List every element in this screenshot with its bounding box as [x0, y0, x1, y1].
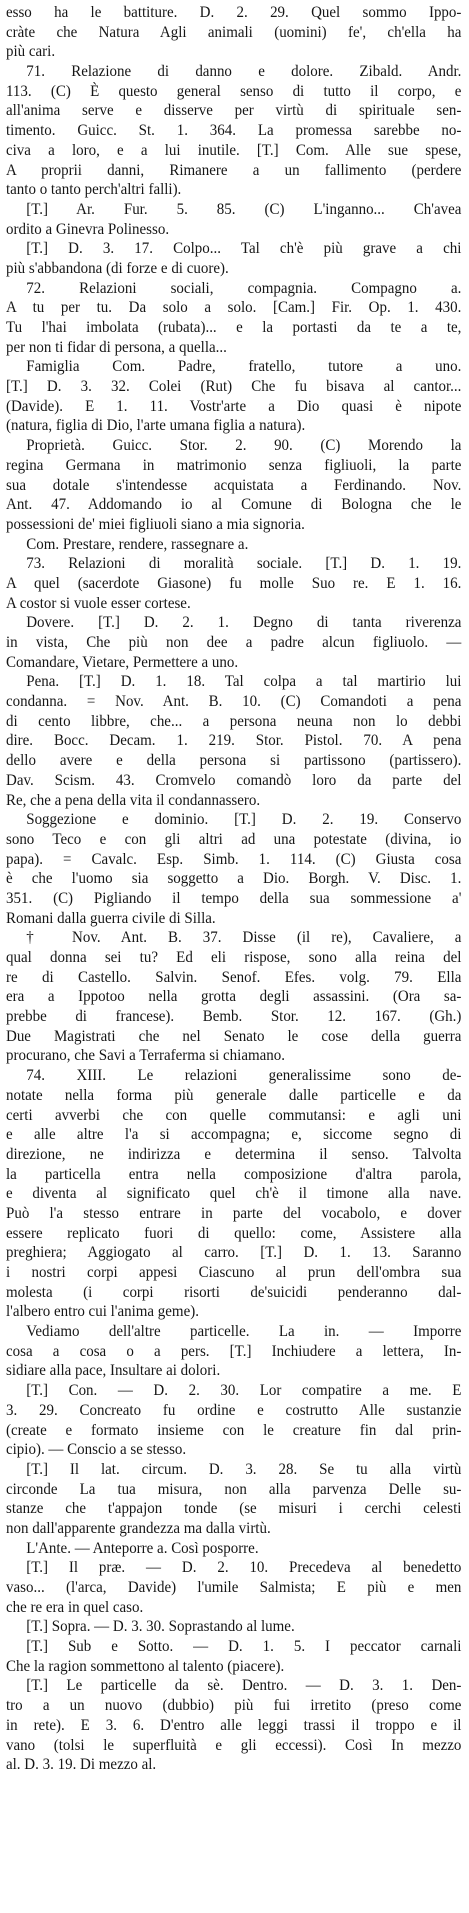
text-line: più s'abbandona (di forze e di cuore).	[6, 257, 229, 277]
text-line: possessioni de' miei figliuoli siano a mia signoria.	[6, 513, 305, 533]
text-line: A proprii danni, Rimanere a un fallimento (perdere	[6, 159, 462, 179]
text-line: sidiare alla pace, Insultare ai dolori.	[6, 1360, 221, 1380]
text-line: Famiglia Com. Padre, fratello, tutore a uno.	[26, 356, 462, 376]
text-line: Soggezione e dominio. [T.] D. 2. 19. Conservo	[26, 809, 462, 829]
text-line: Proprietà. Guicc. Stor. 2. 90. (C) Morendo la	[26, 435, 462, 455]
text-line: re di Castello. Salvin. Senof. Efes. volg. 79. Ella	[6, 966, 462, 986]
text-line: A quel (sacerdote Giasone) fu molle Suo re. E 1. 16.	[6, 572, 462, 592]
text-line: Dav. Scism. 43. Cromvelo comandò loro da parte del	[6, 769, 462, 789]
text-line: vano (tolsi le superfluità e gli eccessi). Così In mezzo	[6, 1734, 462, 1754]
text-line: ordito a Ginevra Polinesso.	[6, 218, 170, 238]
text-line: [T.] Sub e Sotto. — D. 1. 5. I peccator carnali	[26, 1636, 462, 1656]
text-line: preghiera; Aggiogato al carro. [T.] D. 1. 13. Saranno	[6, 1242, 462, 1262]
text-line: qual donna sei tu? Ed eli rispose, sono alla reina del	[6, 947, 462, 966]
text-line: l'albero entro cui l'anima geme).	[6, 1301, 199, 1321]
text-line: in rete). E 3. 6. D'entro alle leggi trassi il troppo e il	[6, 1714, 462, 1734]
text-line: Due Magistrati che nel Senato le cose della guerra	[6, 1025, 462, 1045]
text-line: procurano, che Savi a Terraferma si chiamano.	[6, 1045, 285, 1065]
text-line: è che l'uomo sia soggetto a Dio. Borgh. V. Disc. 1.	[6, 868, 462, 888]
text-line: 73. Relazioni di moralità sociale. [T.] D. 1. 19.	[26, 553, 462, 573]
text-line: condanna. = Nov. Ant. B. 10. (C) Comandoti a pena	[6, 691, 462, 711]
text-line: dello avere e della persona si partissono (partissero).	[6, 750, 462, 770]
text-line: più cari.	[6, 41, 56, 61]
text-line: regina Germana in matrimonio senza figliuoli, la parte	[6, 454, 462, 474]
text-line: in vista, Che più non dee a padre alcun figliuolo. —	[6, 632, 462, 651]
text-line: A tu per tu. Da solo a solo. [Cam.] Fir. Op. 1. 430.	[6, 297, 462, 317]
text-line: Pena. [T.] D. 1. 18. Tal colpa a tal martirio lui	[26, 671, 462, 691]
text-line: Può l'a stesso entrare in parte del vocabolo, e dover	[6, 1202, 462, 1222]
text-line: [T.] Sopra. — D. 3. 30. Soprastando al lume.	[26, 1616, 295, 1636]
text-line: tro a un nuovo (dubbio) più fui irretito (preso come	[6, 1695, 462, 1715]
text-line: la particella entra nella composizione d'altra parola,	[6, 1163, 462, 1183]
text-line: e diventa al significato quel ch'è il timone alla nave.	[6, 1183, 462, 1203]
text-line: Com. Prestare, rendere, rassegnare a.	[26, 533, 249, 553]
text-line: non dall'apparente grandezza ma dalla virtù.	[6, 1517, 271, 1537]
text-line: tanto o tanto perch'altri falli).	[6, 179, 182, 199]
text-line: 113. (C) È questo general senso di tutto il corpo, e	[6, 80, 462, 100]
text-line: [T.] Le particelle da sè. Dentro. — D. 3. 1. Den-	[26, 1675, 462, 1695]
text-line: Dovere. [T.] D. 2. 1. Degno di tanta riverenza	[26, 612, 462, 632]
text-line: al. D. 3. 19. Di mezzo al.	[6, 1754, 157, 1774]
text-line: 71. Relazione di danno e dolore. Zibald. Andr.	[26, 61, 462, 81]
text-line: Comandare, Vietare, Permettere a uno.	[6, 651, 239, 671]
text-line: certi avverbi che con quelle commutansi: e agli uni	[6, 1104, 462, 1124]
text-line: papa). = Cavalc. Esp. Simb. 1. 114. (C) Giusta cosa	[6, 848, 462, 868]
text-line: Tu l'hai imbolata (rubata)... e la portasti da te a te,	[6, 317, 462, 336]
text-line: notate nella forma più generale dalle particelle e da	[6, 1084, 462, 1104]
text-line: essere replicato fuori di quello: come, Assistere alla	[6, 1222, 462, 1242]
text-line: A costor si vuole esser cortese.	[6, 592, 191, 612]
text-line: Ant. 47. Addomando io al Comune di Bologna che le	[6, 494, 462, 514]
text-line: cipio). — Conscio a se stesso.	[6, 1439, 187, 1459]
text-line: Romani dalla guerra civile di Silla.	[6, 907, 216, 927]
text-line: direzione, ne indirizza e determina il senso. Talvolta	[6, 1143, 462, 1163]
text-line: [T.] Con. — D. 2. 30. Lor compatire a me. E	[26, 1380, 462, 1400]
text-line: esso ha le battiture. D. 2. 29. Quel sommo Ippo-	[6, 2, 462, 21]
text-line: dire. Bocc. Decam. 1. 219. Stor. Pistol. 70. A pena	[6, 730, 462, 750]
text-line: [T.] Il præ. — D. 2. 10. Precedeva al benedetto	[26, 1557, 462, 1577]
text-line: stanze che t'appajon tonde (se misuri i cerchi celesti	[6, 1498, 462, 1518]
text-line: (Davide). E 1. 11. Vostr'arte a Dio quasi è nipote	[6, 395, 462, 415]
text-line: 351. (C) Pigliando il tempo della sua sommessione a'	[6, 887, 462, 907]
text-line: circonde La tua misura, non alla parvenza Delle su-	[6, 1478, 462, 1498]
text-line: sono Teco e con gli altri ad una potestate (divina, io	[6, 828, 462, 848]
text-line: e alle altre l'a si accompagna; e, siccome segno di	[6, 1124, 462, 1144]
text-line: civa a loro, e a lui inutile. [T.] Com. Alle sue spese,	[6, 139, 462, 159]
text-line: † Nov. Ant. B. 37. Disse (il re), Cavaliere, a	[26, 927, 462, 947]
text-line: (create e formato insieme con le creature fin dal prin-	[6, 1419, 462, 1439]
text-line: che re era in quel caso.	[6, 1596, 144, 1616]
text-line: (natura, figlia di Dio, l'arte umana figlia a natura).	[6, 415, 306, 435]
text-line: di cento libbre, che... a persona neuna non lo debbi	[6, 710, 462, 730]
text-line: era a Ippotoo nella grotta degli assassini. (Ora sa-	[6, 986, 462, 1006]
text-line: i nostri corpi appesi Ciascuno al prun dell'ombra sua	[6, 1262, 462, 1281]
text-line: Vediamo dell'altre particelle. La in. — Imporre	[26, 1321, 462, 1341]
text-line: [T.] D. 3. 32. Colei (Rut) Che fu bisava al cantor...	[6, 376, 462, 396]
text-line: cosa a cosa o a pers. [T.] Inchiudere a lettera, In-	[6, 1340, 462, 1360]
text-line: Re, che a pena della vita il condannassero.	[6, 789, 261, 809]
text-line: 3. 29. Concreato fu ordine e costrutto Alle sustanzie	[6, 1399, 462, 1419]
text-line: vaso... (l'arca, Davide) l'umile Salmista; E più e men	[6, 1577, 462, 1596]
text-line: L'Ante. — Anteporre a. Così posporre.	[26, 1537, 259, 1557]
text-line: prebbe di francese). Bemb. Stor. 12. 167. (Gh.)	[6, 1006, 462, 1026]
text-line: Che la ragion sommettono al talento (piacere).	[6, 1655, 285, 1675]
text-line: [T.] Il lat. circum. D. 3. 28. Se tu alla virtù	[26, 1458, 462, 1478]
text-line: cràte che Natura Agli animali (uomini) fe', ch'ella ha	[6, 21, 462, 41]
text-line: timento. Guicc. St. 1. 364. La promessa sarebbe no-	[6, 120, 462, 140]
text-line: all'anima serve e disserve per virtù di spirituale sen-	[6, 100, 462, 120]
text-line: [T.] Ar. Fur. 5. 85. (C) L'inganno... Ch'avea	[26, 198, 462, 218]
text-line: per non ti fidar di persona, a quella...	[6, 336, 227, 356]
text-line: 72. Relazioni sociali, compagnia. Compagno a.	[26, 277, 462, 297]
text-line: molesta (i corpi risorti de'suicidi penderanno dal-	[6, 1281, 462, 1301]
text-line: [T.] D. 3. 17. Colpo... Tal ch'è più grave a chi	[26, 238, 462, 258]
text-line: 74. XIII. Le relazioni generalissime sono de-	[26, 1065, 462, 1085]
text-line: sua dotale s'intendesse acquistata a Ferdinando. Nov.	[6, 474, 462, 494]
